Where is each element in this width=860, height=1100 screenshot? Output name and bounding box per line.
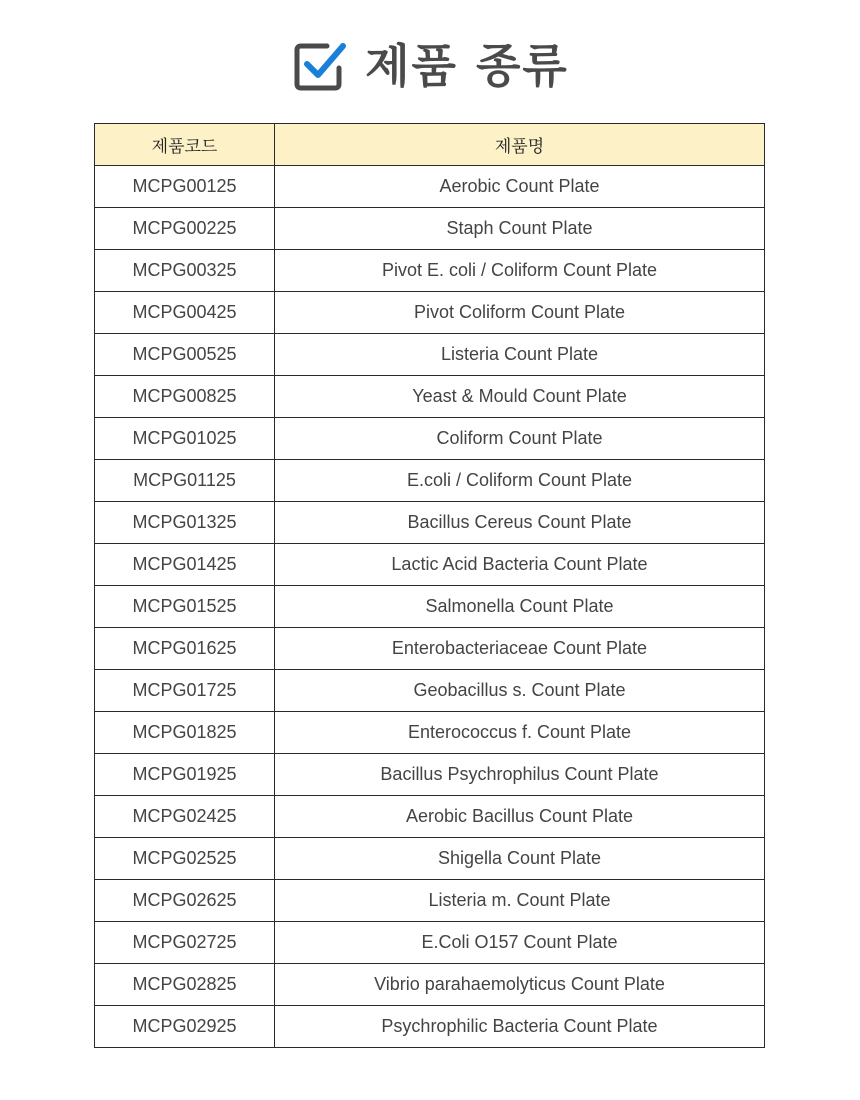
product-code-cell: MCPG01725	[95, 670, 275, 712]
product-name-cell: Shigella Count Plate	[275, 838, 765, 880]
product-code-cell: MCPG01025	[95, 418, 275, 460]
product-code-cell: MCPG00525	[95, 334, 275, 376]
product-name-cell: Psychrophilic Bacteria Count Plate	[275, 1006, 765, 1048]
product-name-cell: Listeria Count Plate	[275, 334, 765, 376]
product-code-cell: MCPG01625	[95, 628, 275, 670]
product-code-cell: MCPG02825	[95, 964, 275, 1006]
product-name-cell: Aerobic Bacillus Count Plate	[275, 796, 765, 838]
product-code-cell: MCPG00425	[95, 292, 275, 334]
table-row	[95, 502, 765, 544]
table-row	[95, 670, 765, 712]
product-name-cell: E.Coli O157 Count Plate	[275, 922, 765, 964]
product-name-cell: Staph Count Plate	[275, 208, 765, 250]
product-name-cell: Yeast & Mould Count Plate	[275, 376, 765, 418]
product-name-cell: Lactic Acid Bacteria Count Plate	[275, 544, 765, 586]
table-row	[95, 754, 765, 796]
product-code-cell: MCPG01525	[95, 586, 275, 628]
product-code-cell: MCPG01925	[95, 754, 275, 796]
product-code-cell: MCPG02425	[95, 796, 275, 838]
checkbox-checked-icon	[291, 38, 347, 94]
product-name-cell: Coliform Count Plate	[275, 418, 765, 460]
table-body	[95, 166, 765, 1048]
product-table	[94, 123, 765, 1048]
table-row	[95, 250, 765, 292]
product-code-cell: MCPG01825	[95, 712, 275, 754]
product-name-cell: Enterococcus f. Count Plate	[275, 712, 765, 754]
table-row	[95, 880, 765, 922]
column-header-name: 제품명	[275, 124, 765, 166]
table-row	[95, 460, 765, 502]
product-code-cell: MCPG00325	[95, 250, 275, 292]
page-title: 제품 종류	[365, 39, 569, 93]
table-row	[95, 586, 765, 628]
product-name-cell: Aerobic Count Plate	[275, 166, 765, 208]
table-row	[95, 1006, 765, 1048]
product-code-cell: MCPG02725	[95, 922, 275, 964]
product-code-cell: MCPG02525	[95, 838, 275, 880]
product-name-cell: Bacillus Cereus Count Plate	[275, 502, 765, 544]
table-row	[95, 628, 765, 670]
product-code-cell: MCPG01125	[95, 460, 275, 502]
table-row	[95, 334, 765, 376]
product-code-cell: MCPG01325	[95, 502, 275, 544]
product-code-cell: MCPG00125	[95, 166, 275, 208]
product-code-cell: MCPG01425	[95, 544, 275, 586]
table-row	[95, 544, 765, 586]
column-header-code: 제품코드	[95, 124, 275, 166]
table-row	[95, 964, 765, 1006]
product-name-cell: Enterobacteriaceae Count Plate	[275, 628, 765, 670]
table-row	[95, 796, 765, 838]
product-name-cell: E.coli / Coliform Count Plate	[275, 460, 765, 502]
table-row	[95, 166, 765, 208]
product-name-cell: Salmonella Count Plate	[275, 586, 765, 628]
table-row	[95, 292, 765, 334]
page-header	[0, 36, 860, 96]
table-row	[95, 418, 765, 460]
product-name-cell: Listeria m. Count Plate	[275, 880, 765, 922]
product-name-cell: Bacillus Psychrophilus Count Plate	[275, 754, 765, 796]
product-code-cell: MCPG02625	[95, 880, 275, 922]
product-code-cell: MCPG00825	[95, 376, 275, 418]
product-code-cell: MCPG02925	[95, 1006, 275, 1048]
table-row	[95, 922, 765, 964]
table-row	[95, 838, 765, 880]
table-row	[95, 208, 765, 250]
product-name-cell: Geobacillus s. Count Plate	[275, 670, 765, 712]
table-row	[95, 712, 765, 754]
product-name-cell: Pivot Coliform Count Plate	[275, 292, 765, 334]
product-code-cell: MCPG00225	[95, 208, 275, 250]
product-name-cell: Vibrio parahaemolyticus Count Plate	[275, 964, 765, 1006]
product-name-cell: Pivot E. coli / Coliform Count Plate	[275, 250, 765, 292]
table-row	[95, 376, 765, 418]
table-header-row	[95, 124, 765, 166]
